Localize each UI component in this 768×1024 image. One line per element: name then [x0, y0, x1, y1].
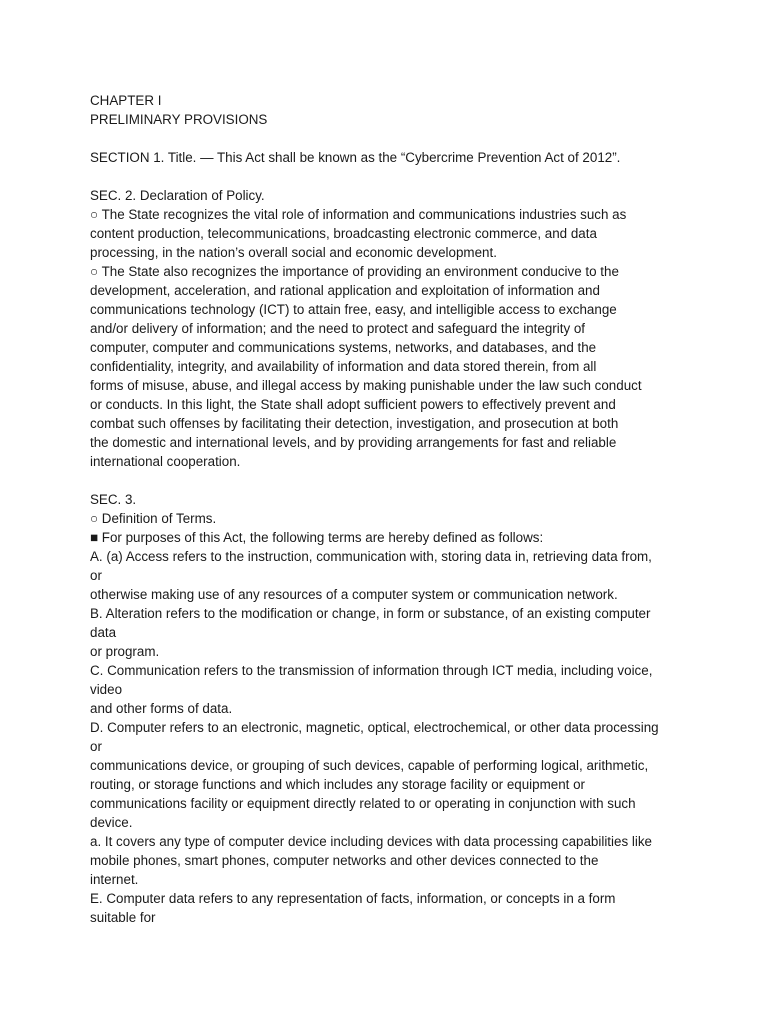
text-line: forms of misuse, abuse, and illegal access by making punishable under the law such conduct [90, 378, 642, 393]
text-line: routing, or storage functions and which includes any storage facility or equipment or [90, 777, 585, 792]
text-line: computer, computer and communications systems, networks, and databases, and the [90, 340, 597, 355]
text-line: and other forms of data. [90, 701, 233, 716]
text-line: or conducts. In this light, the State shall adopt sufficient powers to effectively prevent and [90, 397, 616, 412]
text-line: content production, telecommunications, broadcasting electronic commerce, and data [90, 226, 597, 241]
text-line: or [90, 739, 102, 754]
text-line: device. [90, 815, 133, 830]
text-line: B. Alteration refers to the modification or change, in form or substance, of an existing computer [90, 606, 651, 621]
text-line: PRELIMINARY PROVISIONS [90, 112, 268, 127]
text-line: and/or delivery of information; and the need to protect and safeguard the integrity of [90, 321, 586, 336]
text-line: ○ Definition of Terms. [90, 511, 217, 526]
text-line: A. (a) Access refers to the instruction, communication with, storing data in, retrieving data from, [90, 549, 652, 564]
text-line: communications facility or equipment directly related to or operating in conjunction with such [90, 796, 636, 811]
text-line: C. Communication refers to the transmission of information through ICT media, including voice, [90, 663, 653, 678]
text-line: the domestic and international levels, and by providing arrangements for fast and reliable [90, 435, 617, 450]
text-line: internet. [90, 872, 139, 887]
text-line: combat such offenses by facilitating their detection, investigation, and prosecution at both [90, 416, 619, 431]
text-line: development, acceleration, and rational application and exploitation of information and [90, 283, 600, 298]
text-line: SECTION 1. Title. — This Act shall be known as the “Cybercrime Prevention Act of 2012”. [90, 150, 621, 165]
text-line: international cooperation. [90, 454, 241, 469]
text-line: confidentiality, integrity, and availability of information and data stored therein, from all [90, 359, 597, 374]
text-line: ■ For purposes of this Act, the following terms are hereby defined as follows: [90, 530, 544, 545]
paragraph-gap [90, 471, 690, 490]
text-line: SEC. 3. [90, 492, 137, 507]
text-line: a. It covers any type of computer device including devices with data processing capabilities like [90, 834, 652, 849]
text-line: SEC. 2. Declaration of Policy. [90, 188, 265, 203]
text-line: data [90, 625, 117, 640]
text-line: communications technology (ICT) to attain free, easy, and intelligible access to exchange [90, 302, 617, 317]
paragraph-gap [90, 167, 690, 186]
text-line: processing, in the nation’s overall social and economic development. [90, 245, 497, 260]
text-line: CHAPTER I [90, 93, 162, 108]
text-line: video [90, 682, 123, 697]
text-line: mobile phones, smart phones, computer networks and other devices connected to the [90, 853, 599, 868]
text-line: E. Computer data refers to any representation of facts, information, or concepts in a form [90, 891, 616, 906]
paragraph-gap [90, 129, 690, 148]
text-line: or [90, 568, 102, 583]
text-line: suitable for [90, 910, 156, 925]
text-line: ○ The State recognizes the vital role of information and communications industries such as [90, 207, 627, 222]
text-line: ○ The State also recognizes the importance of providing an environment conducive to the [90, 264, 619, 279]
document-body [90, 91, 690, 927]
text-line: or program. [90, 644, 160, 659]
text-line: D. Computer refers to an electronic, magnetic, optical, electrochemical, or other data processing [90, 720, 659, 735]
text-line: communications device, or grouping of such devices, capable of performing logical, arithmetic, [90, 758, 649, 773]
text-line: otherwise making use of any resources of a computer system or communication network. [90, 587, 618, 602]
